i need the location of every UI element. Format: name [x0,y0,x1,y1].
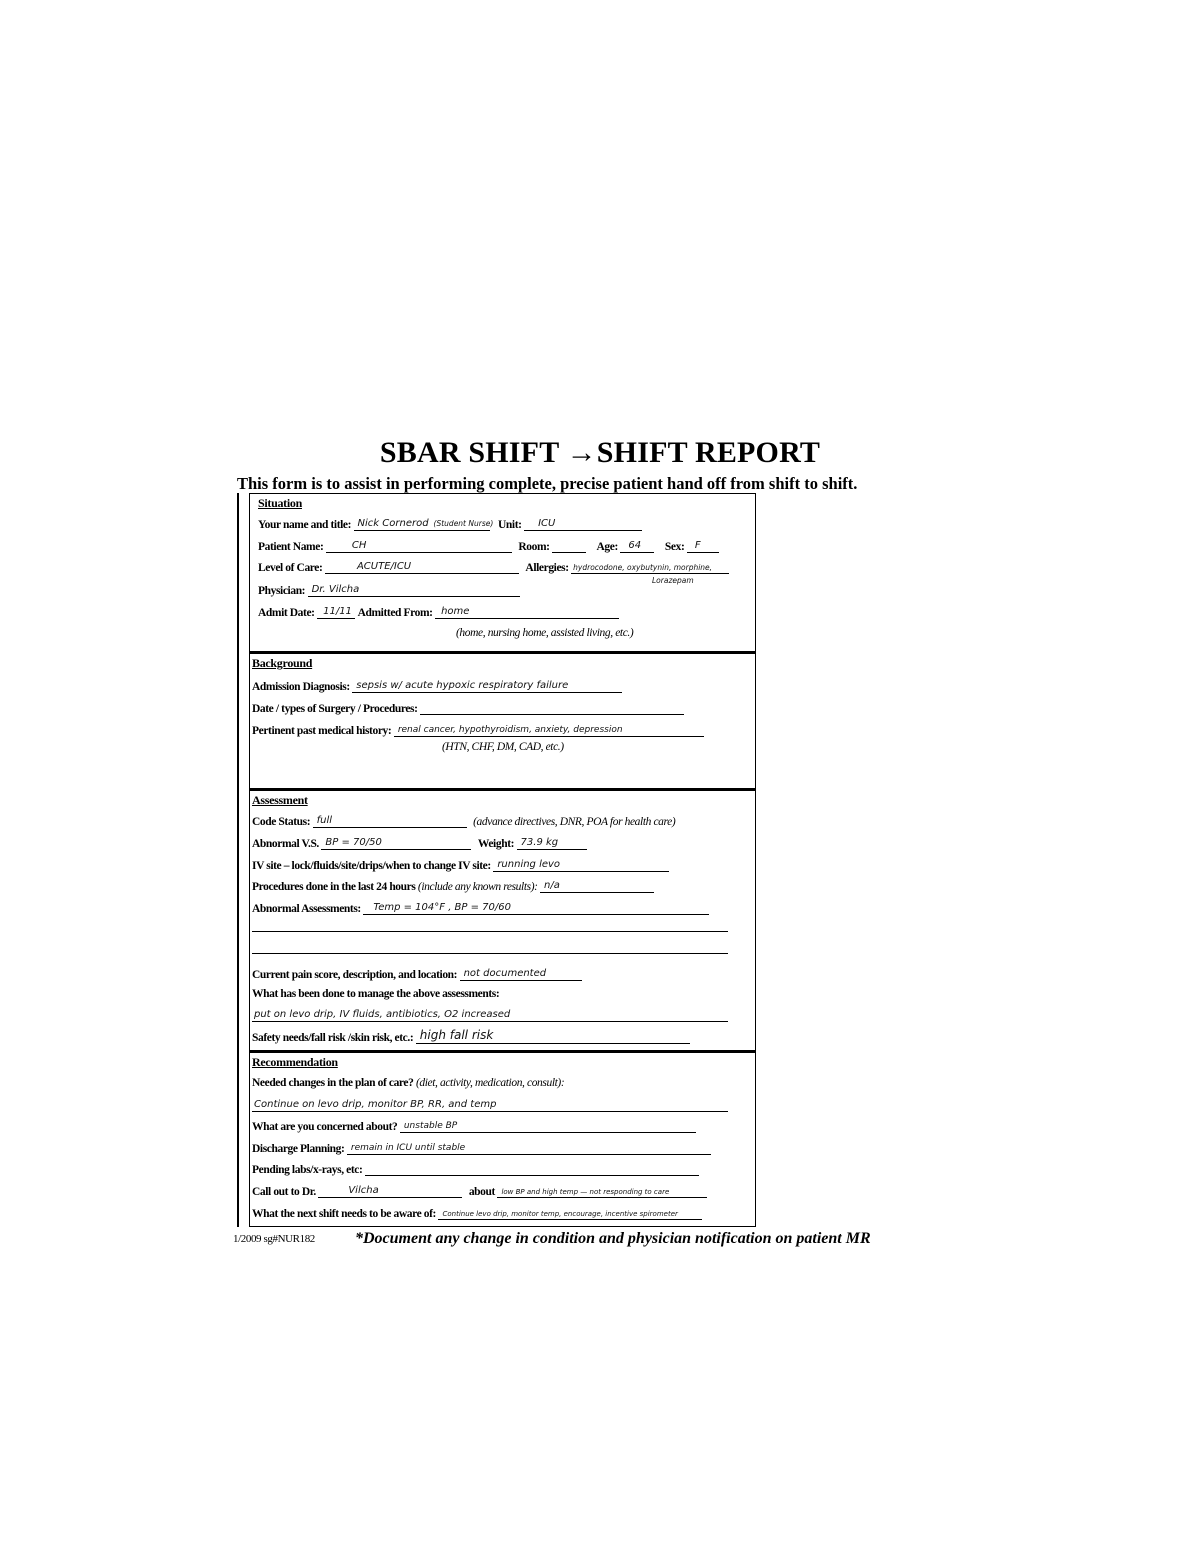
unit-label: Unit: [498,519,522,531]
assessment-heading: Assessment [252,793,308,807]
patient-field[interactable] [326,538,512,553]
form-code: 1/2009 sg#NUR182 [233,1233,315,1245]
abnormal-label: Abnormal Assessments: [252,903,361,915]
from-label: Admitted From: [357,607,433,619]
next-label: What the next shift needs to be aware of: [252,1208,436,1220]
changes-value-row [252,1097,728,1112]
from-field[interactable] [435,604,619,619]
next-row [252,1205,702,1220]
diagnosis-value: sepsis w/ acute hypoxic respiratory failure [356,680,569,691]
background-section [249,652,756,789]
recommendation-heading: Recommendation [252,1055,338,1069]
discharge-value: remain in ICU until stable [350,1143,466,1153]
safety-row [252,1029,690,1044]
page-title: SBAR SHIFT →SHIFT REPORT [379,436,821,469]
history-field[interactable] [394,722,704,737]
concern-field[interactable] [400,1118,696,1133]
surgery-row [252,700,684,715]
unit-value: ICU [538,518,556,529]
sex-value: F [694,540,701,551]
physician-label: Physician: [258,585,306,597]
weight-field[interactable] [517,835,587,850]
allergies-value: hydrocodone, oxybutynin, morphine, [573,563,713,572]
vs-row [252,835,587,850]
allergies-row-2 [652,574,694,586]
labs-row [252,1161,699,1176]
patient-label: Patient Name: [258,541,324,553]
admit-label: Admit Date: [258,607,315,619]
level-field[interactable] [325,559,519,574]
physician-value: Dr. Vilcha [311,584,360,595]
patient-value: CH [351,540,367,551]
vs-label: Abnormal V.S. [252,838,319,850]
changes-field[interactable] [252,1097,728,1112]
labs-label: Pending labs/x-rays, etc: [252,1164,363,1176]
changes-row [252,1077,564,1089]
level-label: Level of Care: [258,562,323,574]
unit-field[interactable] [524,516,642,531]
situation-heading: Situation [258,496,302,510]
background-heading: Background [252,656,313,670]
done-value: put on levo drip, IV fluids, antibiotics, O2 increased [254,1009,511,1020]
about-value: low BP and high temp — not responding to care [501,1188,670,1196]
room-label: Room: [518,541,550,553]
diagnosis-field[interactable] [352,678,622,693]
code-value: full [316,815,333,826]
allergies-field[interactable] [571,559,729,574]
labs-field[interactable] [365,1161,699,1176]
surgery-label: Date / types of Surgery / Procedures: [252,703,418,715]
abnormal-value: Temp = 104°F , BP = 70/60 [373,902,511,913]
sbar-form [237,493,757,1227]
changes-label: Needed changes in the plan of care? [252,1077,414,1089]
code-label: Code Status: [252,816,311,828]
next-value: Continue levo drip, monitor temp, encourage, incentive spirometer [442,1210,678,1218]
age-value: 64 [628,540,642,551]
name-field[interactable] [354,516,494,531]
discharge-label: Discharge Planning: [252,1143,345,1155]
vs-value: BP = 70/50 [325,837,382,848]
procedures-row [252,878,654,893]
abnormal-extra-line-1[interactable] [252,931,728,932]
history-label: Pertinent past medical history: [252,725,392,737]
concern-row [252,1118,696,1133]
done-label: What has been done to manage the above assessments: [252,988,500,1000]
name-note: (Student Nurse) [433,519,494,528]
discharge-row [252,1140,711,1155]
allergies-label: Allergies: [525,562,569,574]
done-label-row [252,988,499,1000]
documentation-note: *Document any change in condition and physician notification on patient MR [355,1230,871,1247]
about-label: about [468,1186,495,1198]
admit-value: 11/11 [323,606,352,617]
code-field[interactable] [313,813,467,828]
allergies-value-2: Lorazepam [652,576,694,585]
pain-row [252,966,582,981]
concern-label: What are you concerned about? [252,1121,398,1133]
callout-value: Vilcha [348,1185,379,1196]
weight-label: Weight: [477,838,515,850]
admit-row [258,604,619,619]
callout-row [252,1183,707,1198]
weight-value: 73.9 kg [520,837,559,848]
callout-field[interactable] [318,1183,462,1198]
name-value: Nick Cornerod [357,518,429,529]
admit-field[interactable] [317,604,355,619]
code-note: (advance directives, DNR, POA for health care) [473,816,676,828]
iv-label: IV site – lock/fluids/site/drips/when to change IV site: [252,860,491,872]
sex-field[interactable] [687,538,719,553]
done-value-row [252,1007,728,1022]
code-row [252,813,675,828]
safety-value: high fall risk [419,1028,494,1042]
age-label: Age: [596,541,618,553]
diagnosis-row [252,678,622,693]
history-row [252,722,704,737]
recommendation-section [249,1051,756,1227]
from-note: (home, nursing home, assisted living, etc.) [456,627,634,639]
room-field[interactable] [552,538,586,553]
sex-label: Sex: [664,541,685,553]
next-field[interactable] [438,1205,702,1220]
pain-field[interactable] [460,966,582,981]
iv-row [252,857,669,872]
discharge-field[interactable] [347,1140,711,1155]
surgery-field[interactable] [420,700,684,715]
procedures-field[interactable] [540,878,654,893]
safety-label: Safety needs/fall risk /skin risk, etc.: [252,1032,414,1044]
level-value: ACUTE/ICU [356,561,412,572]
physician-field[interactable] [308,582,520,597]
vs-field[interactable] [321,835,471,850]
diagnosis-label: Admission Diagnosis: [252,681,350,693]
callout-label: Call out to Dr. [252,1186,316,1198]
concern-value: unstable BP [403,1121,458,1131]
situation-section [249,493,756,652]
pain-label: Current pain score, description, and location: [252,969,458,981]
procedures-label: Procedures done in the last 24 hours [252,881,416,893]
iv-value: running levo [497,859,561,870]
abnormal-extra-line-2[interactable] [252,953,728,954]
changes-note: (diet, activity, medication, consult): [415,1077,565,1089]
iv-field[interactable] [493,857,669,872]
done-field[interactable] [252,1007,728,1022]
abnormal-field[interactable] [363,900,709,915]
form-subtitle: This form is to assist in performing complete, precise patient hand off from shift to shift. [237,474,858,493]
from-value: home [441,606,470,617]
procedures-note: (include any known results): [417,881,538,893]
about-field[interactable] [497,1183,707,1198]
abnormal-row [252,900,709,915]
safety-field[interactable] [416,1029,690,1044]
name-label: Your name and title: [258,519,352,531]
physician-row [258,582,520,597]
history-note: (HTN, CHF, DM, CAD, etc.) [442,741,564,753]
history-value: renal cancer, hypothyroidism, anxiety, depression [397,725,623,735]
name-row [258,516,642,531]
level-row [258,559,729,574]
age-field[interactable] [620,538,654,553]
patient-row [258,538,719,553]
pain-value: not documented [463,968,547,979]
procedures-value: n/a [544,880,560,891]
changes-value: Continue on levo drip, monitor BP, RR, and temp [254,1099,497,1110]
assessment-section [249,789,756,1051]
